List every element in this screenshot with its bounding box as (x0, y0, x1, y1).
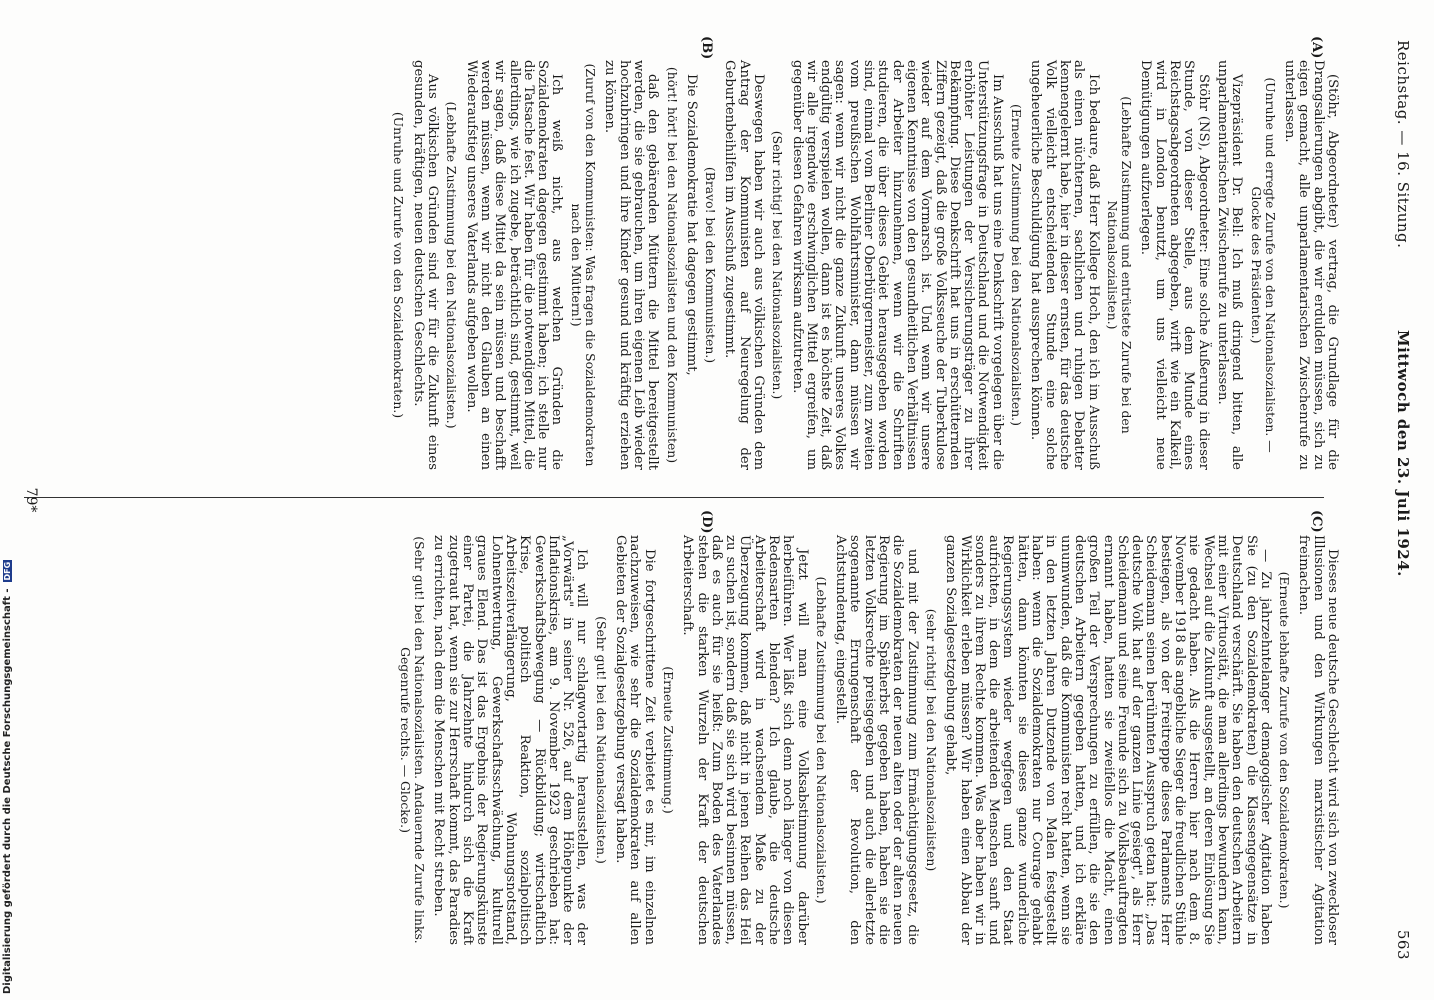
paragraph: Ich weiß nicht, aus welchen Gründen die Sozialdemokraten dagegen gestimmt haben; ich stelle nur die Tatsache fest. Wir haben für die notwendigen Mittel, die allerdings, wie ich zugebe, beträchtlich sind, gestimmt, weil wir sagen, daß diese Mittel da sein müssen und beschafft werden müssen, wenn wir nicht den Glauben an einen Wiederaufstieg unseres Vaterlands aufgeben wollen. (463, 60, 565, 470)
paragraph: Ich will nur schlagwortartig herausstellen, was der „Vorwärts" in seiner Nr. 526, auf dem Höhepunkte der Inflationskrise, am 9. November 1923 geschrieben hat: Gewerkschaftsbewegung — Rückbildung; wirtschaftlich Krise, politisch Reaktion, sozialpolitisch Arbeitszeitverlängerung, Wohnungsnotstand, Lohnentwertung, Gewerkschaftsschwächung, kulturell graues Elend. Das ist das Ergebnis der Regierungskünste einer Partei, die Jahrzehnte hindurch sich die Kraft zugetraut hat, wenn sie zur Herrschaft kommt, das Paradies zu errichten, nach dem die Menschen mit Recht streben. (431, 535, 590, 945)
paragraph: daß den gebärenden Müttern die Mittel bereitgestellt werden, die sie gebrauchen, um ihren eigenen Leib wieder hochzubringen und ihre Kinder gesund und kräftig erziehen zu können. (602, 60, 661, 470)
header-date: Mittwoch den 23. Juli 1924. (1394, 330, 1412, 577)
paragraph: und mit der Zustimmung zum Ermächtigungsgesetz, die die Sozialdemokraten der neuen alten oder der alten neuen Regierung im Spätherbst gegeben haben, haben sie die letzten Volksrechte preisgegeben und auch die allerletzte sogenannte Errungenschaft der Revolution, den Achtstundentag, eingestellt. (833, 535, 920, 945)
interjection: (Lebhafte Zustimmung bei den Nationalsozialisten.) (813, 576, 829, 904)
interjection: (Lebhafte Zustimmung und entrüstete Zurufe bei den Nationalsozialisten.) (1104, 96, 1135, 434)
margin-marker-d: (D) (699, 510, 714, 534)
interjection: (Unruhe und Zurufe von den Sozialdemokraten.) (391, 111, 407, 419)
interjection: (Unruhe und erregte Zurufe von den Nationalsozialisten. — Glocke des Präsidenten.) (1248, 77, 1278, 453)
paragraph: Ich bedaure, daß Herr Kollege Hoch, den ich im Ausschuß als einen nüchternen, sachlichen und ruhigen Debatter kennengelernt habe, hier in dieser ernsten, für das deutsche Volk vielleicht entscheidenden Stunde eine solche ungeheuerliche Beschuldigung hat aussprechen können. (1028, 60, 1101, 470)
column-divider (24, 497, 1324, 498)
left-column (386, 60, 1339, 470)
page-number: 563 (1394, 929, 1412, 960)
interjection: (Erneute lebhafte Zurufe von den Sozialdemokraten.) (1277, 571, 1293, 909)
interjection: (Zuruf von den Kommunisten: Was fragen die Sozialdemokraten nach den Müttern!) (568, 63, 599, 467)
paragraph: (Stöhr, Abgeordneter) vertrag, die Grundlage für die Drangsalierungen abgibt, die wir erdulden müssen, sich zu eigen gemacht, alle unparlamentarischen Zwischenrufe zu unterlassen. (1282, 60, 1340, 470)
credit-text: Digitalisierung gefördert durch die Deutsche Forschungsgemeinschaft - (2, 588, 13, 994)
paragraph: Deswegen haben wir auch aus völkischen Gründen dem Antrag der Kommunisten auf Neuregelung der Geburtenbeihilfen im Ausschuß zugestimmt. (722, 60, 767, 470)
interjection: (Erneute Zustimmung bei den Nationalsozialisten.) (1009, 104, 1025, 426)
paragraph: Stöhr (NS), Abgeordneter: Eine solche Äußerung in dieser Stunde, von dieser Stelle, aus dem Munde eines Reichstagsabgeordneten abgegeben, wirft wie ein Kalkeil, wird in London benutzt, um uns vielleicht neue Demütigungen aufzuerlegen. (1138, 60, 1211, 470)
dfg-logo: DFG (2, 561, 12, 581)
digitization-credit (2, 561, 16, 994)
interjection: (Erneute Zustimmung.) (660, 666, 676, 814)
interjection: (hört! hört! bei den Nationalsozialisten und den Kommunisten) (664, 66, 680, 464)
interjection: (Bravo! bei den Kommunisten.) (703, 166, 719, 364)
signature-mark: 79* (23, 487, 39, 513)
paragraph: Vizepräsident Dr. Bell: Ich muß dringend bitten, alle unparlamentarischen Zwischenrufe zu unterlassen. (1214, 60, 1245, 470)
paragraph: — Zu jahrzehntelanger demagogischer Agitation haben Sie (zu den Sozialdemokraten) die Klassengegensätze in Deutschland verschärft. Sie haben den deutschen Arbeitern mit einer Virtuosität, die man allerdings bewundern kann, Wechsel auf die Zukunft ausgestellt, an deren Einlösung Sie nie gedacht haben. Als die Herren hier nach dem 8. November 1918 als angebliche Sieger die freudlichen Stühle bestiegen, als von der Freitreppe dieses Parlaments Herr Scheidemann seinen berühmten Ausspruch getan hat: „Das deutsche Volk hat auf der ganzen Linie gesiegt", als Herr Scheidemann und seine Freunde sich zu Volksbeauftragten ernannt haben, hatten sie zweifellos die Macht, einen großen Teil der Versprechungen zu erfüllen, die sie den deutschen Arbeitern gegeben hatten, und ich erkläre unumwunden, daß die Kommunisten recht hatten, wenn sie in den letzten Jahren Dutzende von Malen festgestellt haben: wenn die Sozialdemokraten nur Courage gehabt hätten, dann könnten sie dieses ganze wunderliche Regierungssystem wieder wegfegen und den Staat aufrichten, in dem die arbeitenden Menschen sanft und sonders zu ihrem Rechte kommen. Was aber haben wir in Wirklichkeit erleben müssen? Wir haben einen Abbau der ganzen Sozialgesetzgebung gehabt, (943, 535, 1273, 945)
interjection: (Sehr gut! bei den Nationalsozialisten. Andauernde Zurufe links. Gegenrufe rechts. — Glocke.) (397, 536, 428, 944)
margin-marker-b: (B) (699, 36, 714, 60)
margin-marker-a: (A) (1309, 36, 1324, 59)
right-column (393, 535, 1339, 945)
header-session: Reichstag. — 16. Sitzung. (1394, 40, 1412, 249)
paragraph: Die fortgeschrittene Zeit verbietet es mir, im einzelnen nachzuweisen, wie sehr die Sozialdemokraten auf allen Gebieten der Sozialgesetzgebung versagt haben. (613, 535, 657, 945)
interjection: (sehr richtig! bei den Nationalsozialisten) (923, 608, 939, 872)
paragraph: Im Ausschuß hat uns eine Denkschrift vorgelegen über die Unterstützungsfrage in Deutschland und die Notwendigkeit erhöhter Leistungen der Versicherungsträger zu ihrer Bekämpfung. Diese Denkschrift hat uns in erschütternden Ziffern gezeigt, daß die große Volksseuche der Tuberkulose wieder auf dem Vormarsch ist. Und wenn wir unsere eigenen Kenntnisse von den gesundheitlichen Verhältnissen der Arbeiter hinzunehmen, wenn wir die Schriften studieren, die über dieses Gebiet herausgegeben worden sind, einmal vom Berliner Oberbürgermeister, zum zweiten vom preußischen Wohlfahrtsminister, dann müssen wir sagen: wenn wir nicht die ganze Zukunft unseres Volkes endgültig verspielen wollen, dann ist es höchste Zeit, daß wir alle irgendwie erschwinglichen Mittel ergreifen, um gegenüber diesen Gefahren wirksam aufzutreten. (789, 60, 1005, 470)
interjection: (Lebhafte Zustimmung bei den Nationalsozialisten.) (444, 101, 460, 429)
margin-marker-c: (C) (1309, 510, 1324, 533)
paragraph: Die Sozialdemokratie hat dagegen gestimmt, (683, 74, 699, 376)
paragraph: Dieses neue deutsche Geschlecht wird sich von zweckloser Illusionen und den Wirkungen marxistischer Agitation freimachen. (1296, 535, 1340, 945)
paragraph: Aus völkischen Gründen sind wir für die Zukunft eines gesunden, kräftigen, neuen deutschen Geschlechts. (410, 60, 441, 470)
interjection: (Sehr richtig! bei den Nationalsozialisten.) (770, 130, 786, 400)
page-header (1382, 40, 1422, 960)
interjection: (Sehr gut! bei den Nationalsozialisten.) (593, 616, 609, 864)
paragraph: Jetzt will man eine Volksabstimmung darüber herbeiführen. Wer läßt sich denn noch länger von diesen Redensarten blenden? Ich glaube, die deutsche Arbeiterschaft wird in wachsendem Maße zu der Überzeugung kommen, daß nicht in jenen Reihen das Heil zu suchen ist, sondern daß sie sich wird besinnen müssen, daß es auch für sie heißt: Zum Boden des Vaterlandes stehen die starken Wurzeln der Kraft der deutschen Arbeiterschaft. (680, 535, 810, 945)
